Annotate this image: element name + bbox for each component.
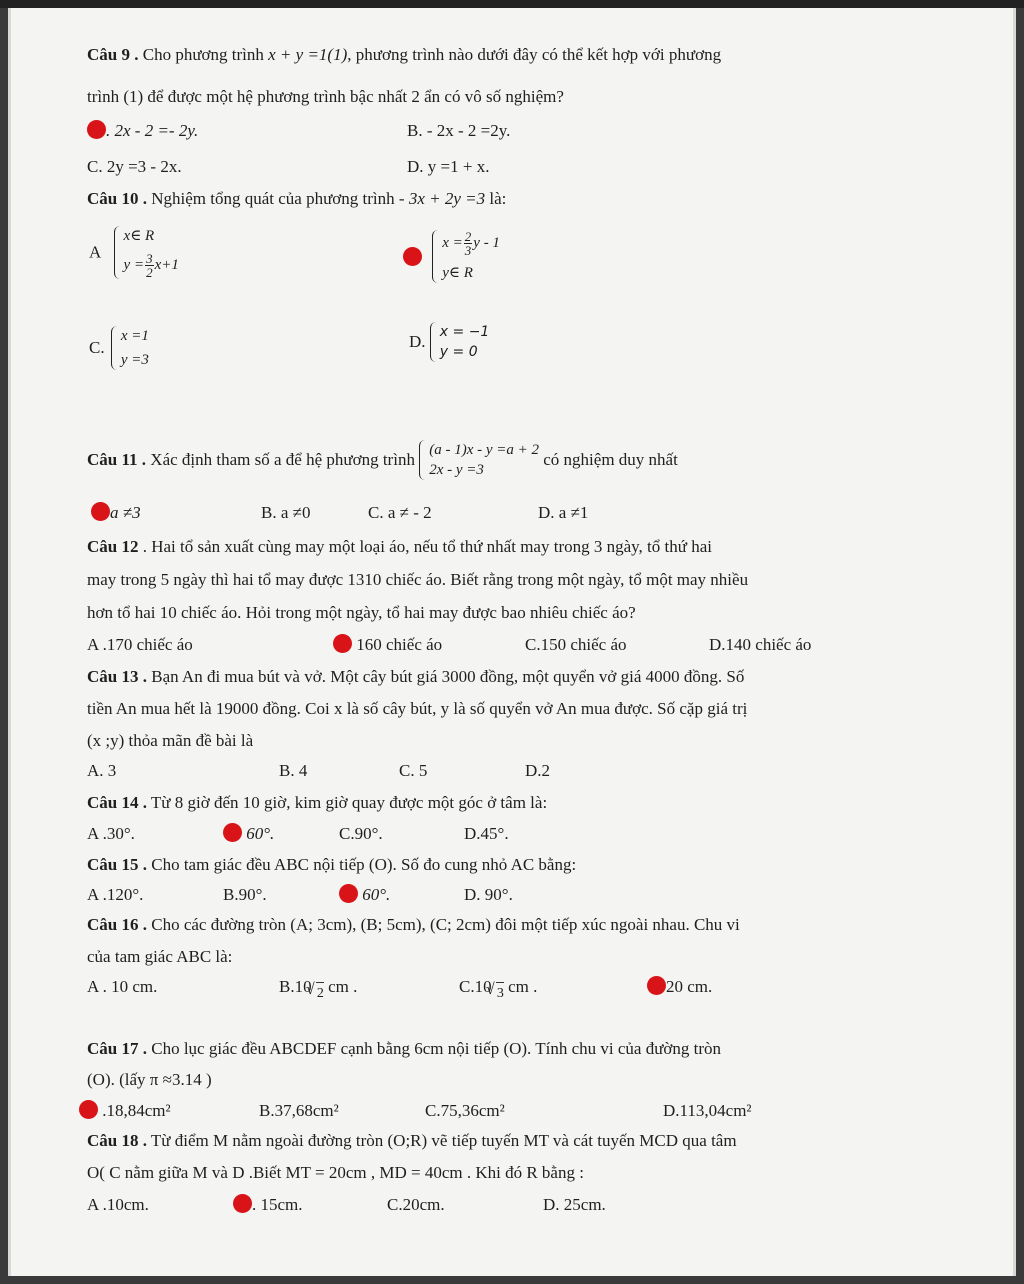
q16-option-d-text: 20 cm. [666, 977, 713, 996]
q10-option-a-line1: x∈ R [123, 228, 155, 244]
q18-option-a[interactable]: A .10cm. [87, 1195, 149, 1214]
q10-option-a[interactable] [89, 226, 179, 279]
brace [432, 230, 441, 283]
q16-option-b[interactable] [279, 976, 357, 1000]
q14-option-c[interactable]: C.90°. [339, 824, 383, 843]
q16-c-pre: C.10 [459, 977, 496, 996]
q9-line2: trình (1) để được một hệ phương trình bậc nhất 2 ẩn có vô số nghiệm? [87, 87, 564, 106]
selected-answer-marker [339, 884, 358, 903]
q12-option-a[interactable]: A .170 chiếc áo [87, 635, 193, 654]
q11-option-c[interactable]: C. a ≠ - 2 [368, 503, 432, 522]
selected-answer-marker [403, 247, 422, 266]
q13-line2: tiền An mua hết là 19000 đồng. Coi x là số cây bút, y là số quyển vở An mua được. Số cặp giá trị [87, 699, 748, 718]
fraction [145, 252, 154, 279]
q16-line1 [87, 914, 740, 936]
q10-option-c-system [111, 326, 149, 370]
q18-line2: O( C nằm giữa M và D .Biết MT = 20cm , MD = 40cm . Khi đó R bằng : [87, 1163, 584, 1182]
q12-option-d[interactable]: D.140 chiếc áo [709, 635, 812, 654]
q12-option-c[interactable]: C.150 chiếc áo [525, 635, 627, 654]
q11-option-a[interactable] [91, 502, 141, 524]
q16-b-post: cm . [323, 977, 358, 996]
sqrt-radicand: √ 3 [496, 982, 504, 1005]
q13-option-b[interactable]: B. 4 [279, 761, 308, 780]
q10-text: Nghiệm tổng quát của phương trình [146, 189, 399, 208]
q11-option-d[interactable]: D. a ≠1 [538, 503, 589, 522]
brace [430, 322, 439, 362]
q10-equation: - 3x + 2y =3 [398, 189, 486, 208]
q14-option-a[interactable]: A .30°. [87, 824, 135, 843]
q16-text: Cho các đường tròn (A; 3cm), (B; 5cm), (C; 2cm) đôi một tiếp xúc ngoài nhau. Chu vi [146, 915, 740, 934]
q18-title: Câu 18 . [87, 1131, 147, 1150]
q9-option-a[interactable] [87, 120, 198, 142]
q15-option-a[interactable]: A .120°. [87, 885, 144, 904]
q10-option-c-line1: x =1 [120, 328, 149, 344]
q12-option-b[interactable] [333, 634, 442, 656]
selected-answer-marker [91, 502, 110, 521]
q9-line1 [87, 44, 721, 66]
q13-option-c[interactable]: C. 5 [399, 761, 428, 780]
selected-answer-marker [647, 976, 666, 995]
frac-num: 2 [464, 229, 472, 244]
q15-option-c[interactable] [339, 884, 390, 906]
q14-option-b[interactable] [223, 823, 274, 845]
q12-text: . Hai tổ sản xuất cùng may một loại áo, nếu tổ thứ nhất may trong 3 ngày, tổ thứ hai [138, 537, 712, 556]
q10-b1-pre: x = [442, 234, 463, 251]
q10-option-b-line1 [432, 230, 500, 257]
q11-system-line2: 2x - y =3 [429, 462, 484, 478]
q10-option-b[interactable] [403, 230, 500, 283]
q15-option-c-text: 60°. [358, 885, 391, 904]
selected-answer-marker [79, 1100, 98, 1119]
q15-text: Cho tam giác đều ABC nội tiếp (O). Số đo cung nhỏ AC bằng: [146, 855, 577, 874]
q11-line1 [87, 440, 678, 480]
q17-option-a[interactable] [79, 1100, 171, 1122]
q18-option-c[interactable]: C.20cm. [387, 1195, 445, 1214]
q17-title: Câu 17 . [87, 1039, 147, 1058]
q9-equation: x + y =1(1) [268, 45, 348, 64]
q17-text: Cho lục giác đều ABCDEF cạnh bằng 6cm nội tiếp (O). Tính chu vi của đường tròn [146, 1039, 722, 1058]
q15-option-d[interactable]: D. 90°. [464, 885, 513, 904]
selected-answer-marker [87, 120, 106, 139]
q9-text: Cho phương trình [138, 45, 269, 64]
q15-title: Câu 15 . [87, 855, 147, 874]
brace [111, 326, 120, 370]
q13-title: Câu 13 . [87, 667, 147, 686]
q12-line3: hơn tổ hai 10 chiếc áo. Hỏi trong một ngày, tổ hai may được bao nhiêu chiếc áo? [87, 603, 636, 622]
q10-title: Câu 10 . [87, 189, 147, 208]
q11-system-line1: (a - 1)x - y =a + 2 [429, 442, 539, 458]
brace [419, 440, 428, 480]
q11-system [419, 440, 539, 480]
q13-line3: (x ;y) thỏa mãn đề bài là [87, 731, 254, 750]
q10-option-b-system [432, 230, 500, 283]
q9-option-a-text: . 2x - 2 =- 2y. [106, 121, 199, 140]
q15-line1 [87, 854, 576, 876]
q10-option-d[interactable] [409, 322, 489, 362]
q17-line1 [87, 1038, 721, 1060]
q16-b-pre: B.10 [279, 977, 316, 996]
q16-option-d[interactable] [647, 976, 712, 998]
q10-option-d-label: D. [409, 332, 426, 351]
q17-line2: (O). (lấy π ≈3.14 ) [87, 1070, 212, 1089]
q14-option-b-text: 60°. [242, 824, 275, 843]
selected-answer-marker [333, 634, 352, 653]
q9-option-d[interactable]: D. y =1 + x. [407, 157, 490, 176]
q11-text: Xác định tham số a để hệ phương trình [146, 450, 420, 469]
q14-text: Từ 8 giờ đến 10 giờ, kim giờ quay được một góc ở tâm là: [146, 793, 548, 812]
q11-option-b[interactable]: B. a ≠0 [261, 503, 311, 522]
q12-line1 [87, 536, 712, 558]
selected-answer-marker [223, 823, 242, 842]
q13-text: Bạn An đi mua bút và vở. Một cây bút giá 3000 đồng, một quyển vở giá 4000 đồng. Số [146, 667, 745, 686]
q11-option-a-text: a ≠3 [110, 503, 141, 522]
q13-line1 [87, 666, 744, 688]
sqrt-radicand: √ 2 [316, 982, 324, 1005]
q17-option-c[interactable]: C.75,36cm² [425, 1101, 505, 1120]
fraction [464, 230, 473, 257]
document-page [8, 8, 1016, 1276]
q10-option-d-line1: x = −1 [439, 324, 490, 340]
q10-option-c[interactable] [89, 326, 149, 370]
q10-b1-post: y - 1 [473, 234, 500, 251]
q10-option-a-label: A [89, 242, 102, 262]
brace [114, 226, 123, 279]
q10-option-d-system [430, 322, 490, 362]
q10-a2-pre: y = [123, 256, 145, 273]
q18-option-b[interactable] [233, 1194, 303, 1216]
q14-line1 [87, 792, 547, 814]
top-dark-border [0, 0, 1024, 8]
q12-title: Câu 12 [87, 537, 139, 556]
q11-text2: có nghiệm duy nhất [539, 450, 678, 469]
q10-option-c-label: C. [89, 338, 105, 357]
q10-option-a-line2 [114, 252, 179, 279]
q18-option-d[interactable]: D. 25cm. [543, 1195, 606, 1214]
frac-den: 2 [146, 265, 153, 280]
q9-text2: , phương trình nào dưới đây có thể kết hợp với phương [347, 45, 722, 64]
q10-option-b-line2: y∈ R [442, 265, 473, 281]
q10-option-c-line2: y =3 [120, 352, 149, 368]
q9-option-b[interactable]: B. - 2x - 2 =2y. [407, 121, 511, 140]
q16-line2: của tam giác ABC là: [87, 947, 233, 966]
q13-option-a[interactable]: A. 3 [87, 761, 117, 780]
q16-c-post: cm . [503, 977, 538, 996]
q17-option-b[interactable]: B.37,68cm² [259, 1101, 339, 1120]
q12-line2: may trong 5 ngày thì hai tổ may được 1310 chiếc áo. Biết rằng trong một ngày, tổ một may nhiều [87, 570, 749, 589]
q12-option-b-text: 160 chiếc áo [352, 635, 443, 654]
frac-den: 3 [464, 243, 472, 258]
q13-option-d[interactable]: D.2 [525, 761, 551, 780]
q14-option-d[interactable]: D.45°. [464, 824, 509, 843]
q10-a2-post: x+1 [154, 256, 179, 273]
selected-answer-marker [233, 1194, 252, 1213]
q10-option-d-line2: y = 0 [439, 344, 478, 360]
q10-text2: là: [485, 189, 507, 208]
q16-option-c[interactable] [459, 976, 537, 1000]
frac-num: 3 [146, 251, 153, 266]
q10-option-a-system [114, 226, 179, 279]
q17-option-d[interactable]: D.113,04cm² [663, 1101, 752, 1120]
q18-text: Từ điểm M nằm ngoài đường tròn (O;R) vẽ tiếp tuyến MT và cát tuyến MCD qua tâm [146, 1131, 737, 1150]
q18-line1 [87, 1130, 737, 1152]
q15-option-b[interactable]: B.90°. [223, 885, 267, 904]
q9-title: Câu 9 . [87, 45, 139, 64]
q9-option-c[interactable]: C. 2y =3 - 2x. [87, 157, 182, 176]
q16-title: Câu 16 . [87, 915, 147, 934]
q18-option-b-text: . 15cm. [252, 1195, 303, 1214]
q11-title: Câu 11 . [87, 450, 147, 469]
q10-line1 [87, 188, 506, 210]
q17-option-a-text: .18,84cm² [98, 1101, 171, 1120]
q16-option-a[interactable]: A . 10 cm. [87, 977, 158, 996]
q14-title: Câu 14 . [87, 793, 147, 812]
